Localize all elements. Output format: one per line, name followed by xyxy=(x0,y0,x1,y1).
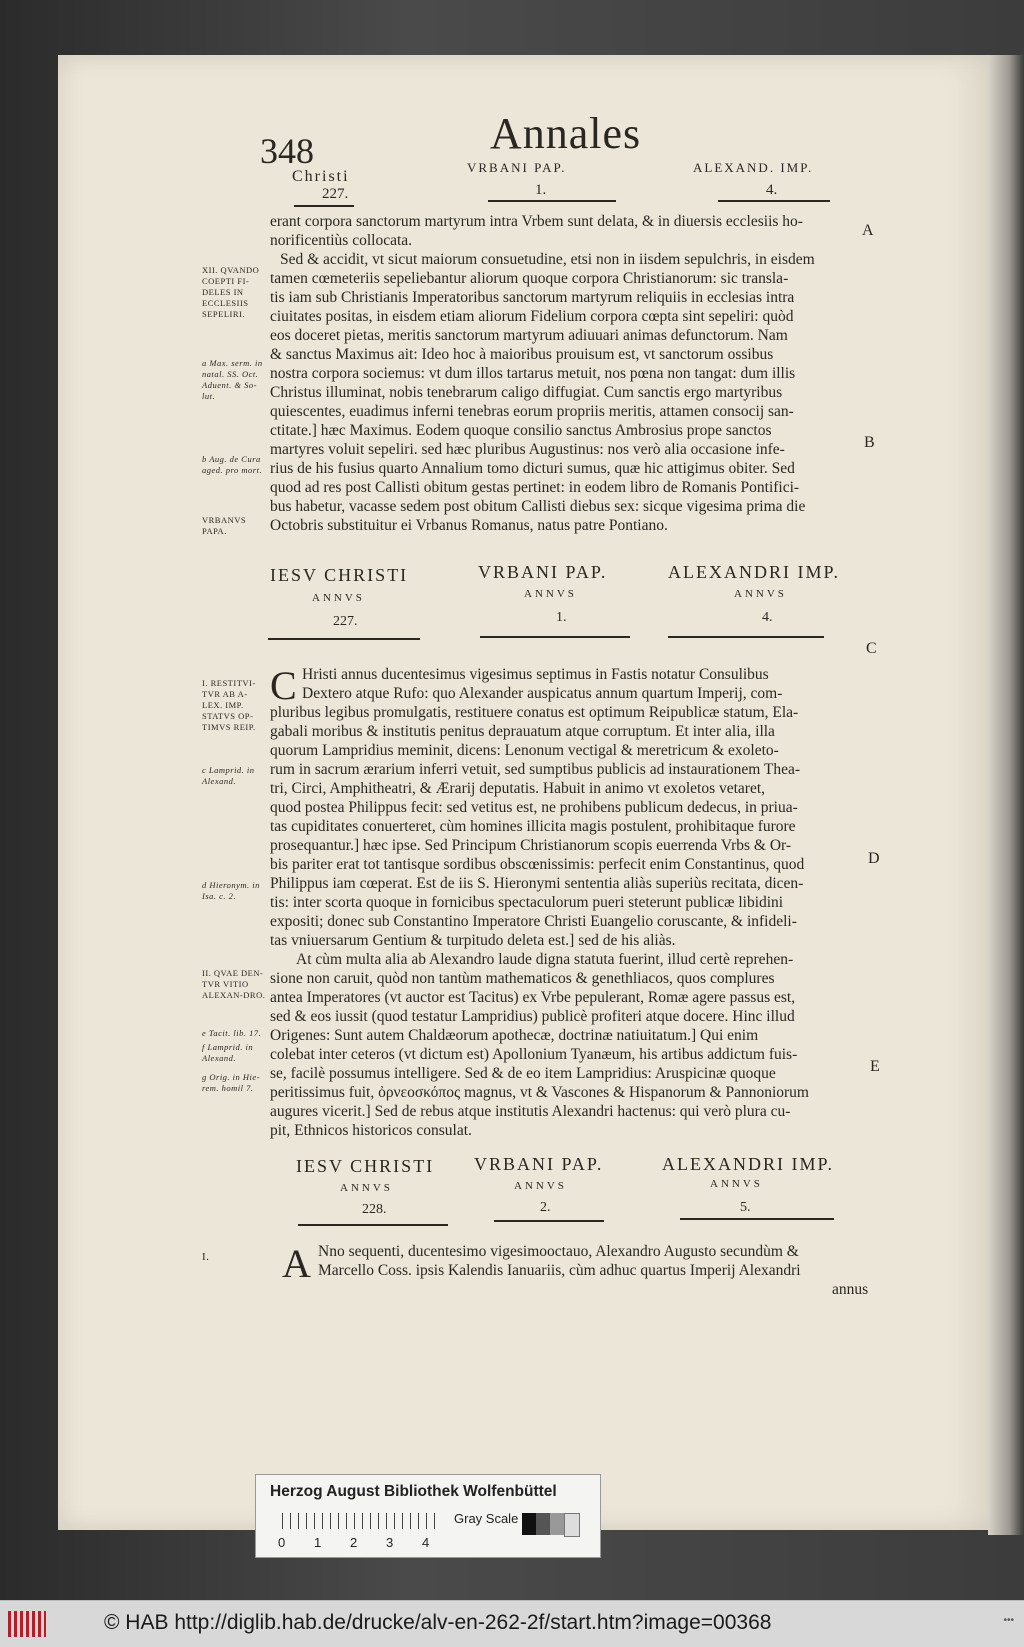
text-line: augures vicerit.] Sed de rebus atque institutis Alexandri hactenus: qui verò plura cu- xyxy=(270,1103,791,1120)
text-line: sione non caruit, quòd non tantùm mathematicos & genethliacos, quos complures xyxy=(270,970,775,987)
scale-number: 1 xyxy=(314,1535,322,1550)
scale-number: 0 xyxy=(278,1535,286,1550)
text-line: ctitate.] hæc Maximus. Eodem quoque consilio sanctus Ambrosius prope sanctos xyxy=(270,422,772,439)
footer-url[interactable]: © HAB http://diglib.hab.de/drucke/alv-en-262-2f/start.htm?image=00368 xyxy=(104,1611,772,1634)
text-line: tri, Circi, Amphitheatri, & Ærarij deputatis. Habuit in animo vt exoletos vetaret, xyxy=(270,780,766,797)
section-rule xyxy=(268,638,420,640)
grayscale-swatch xyxy=(564,1513,580,1537)
text-line: Hristi annus ducentesimus vigesimus septimus in Fastis notatur Consulibus xyxy=(302,666,769,683)
text-line: pit, Ethnicos historicos consulat. xyxy=(270,1122,472,1139)
text-line: bis pariter erat tot tantisque sordibus obscœnissimis: perfecit enim Constantinus, quod xyxy=(270,856,805,873)
text-line: rius de his fusius quarto Annalium tomo dicturi sumus, quæ hic attigimus obiter. Sed xyxy=(270,460,795,477)
text-line: norificentiùs collocata. xyxy=(270,232,413,249)
grayscale-swatch xyxy=(550,1513,564,1535)
margin-note: b Aug. de Cura aged. pro mort. xyxy=(202,454,263,475)
text-line: prosequantur.] hæc ipse. Sed Principum Christianorum scopis euerrenda Vrbs & Or- xyxy=(270,837,792,854)
section-rule xyxy=(494,1220,604,1222)
text-line: Dextero atque Rufo: quo Alexander auspicatus annum quartum Imperij, com- xyxy=(302,685,783,702)
margin-note: d Hieronym. in Isa. c. 2. xyxy=(202,880,260,901)
header-alexand-year: 4. xyxy=(766,182,778,198)
page-edge xyxy=(988,55,1024,1535)
text-line: Marcello Coss. ipsis Kalendis Ianuariis, cùm adhuc quartus Imperij Alexandri xyxy=(318,1262,801,1279)
page-number: 348 xyxy=(260,131,314,171)
text-line: ciuitates positas, in eisdem etiam aliorum Fidelium corpora cœpta sint sepeliri: quòd xyxy=(270,308,794,325)
margin-note: XII. QVANDO COEPTI FI-DELES IN ECCLESIIS SEPELIRI. xyxy=(202,265,260,319)
text-line: quod postea Philippus fecit: sed vetitus est, ne prohibens publicum dedecus, in priua- xyxy=(270,799,798,816)
section-annus: ANNVS xyxy=(340,1182,393,1194)
header-rule xyxy=(488,200,616,202)
catchword: annus xyxy=(832,1281,869,1298)
margin-note: I. xyxy=(202,1251,210,1263)
drop-cap: A xyxy=(282,1241,311,1286)
text-line: se, facilè possumus intelligere. Sed & de eo item Lampridius: Aruspicinæ quoque xyxy=(270,1065,776,1082)
text-line: pluribus legibus promulgatis, restituere conatus est optimum Reipublicæ statum, Ela- xyxy=(270,704,799,721)
text-line: & sanctus Maximus ait: Ideo hoc à maioribus prouisum est, vt sanctorum ossibus xyxy=(270,346,774,363)
text-line: Christus illuminat, nobis tenebrarum caligo diffugiat. Cum sanctis ergo martyribus xyxy=(270,384,783,401)
header-urbani: VRBANI PAP. xyxy=(467,160,567,175)
text-line: tas cupiditates conuerteret, cùm homines illicita magis postulent, prohibitaque furore xyxy=(270,818,796,835)
margin-note: f Lamprid. in Alexand. xyxy=(202,1042,254,1063)
header-alexand: ALEXAND. IMP. xyxy=(693,160,814,175)
header-urbani-year: 1. xyxy=(535,182,547,198)
text-line: gabali moribus & institutis penitus deprauatum atque corruptum. Et inter alia, illa xyxy=(270,723,775,740)
text-line: Octobris substituitur ei Vrbanus Romanus, natus patre Pontiano. xyxy=(270,517,668,534)
text-line: At cùm multa alia ab Alexandro laude digna statuta fuerint, illud certè reprehen- xyxy=(296,951,794,968)
text-line: tas vniuersarum Gentium & turpitudo deleta est.] sed de his aliàs. xyxy=(270,932,676,949)
section-year: 228. xyxy=(362,1202,387,1217)
section-annus: ANNVS xyxy=(734,588,787,600)
margin-note: e Tacit. lib. 17. xyxy=(202,1028,262,1038)
margin-note: g Orig. in Hie-rem. homil 7. xyxy=(202,1072,261,1093)
header-rule xyxy=(294,205,354,207)
colorbar-ruler xyxy=(282,1513,442,1529)
section-rule xyxy=(480,636,630,638)
section-rule xyxy=(680,1218,834,1220)
colorbar-scale-numbers xyxy=(278,1535,458,1550)
section-year: 2. xyxy=(540,1200,551,1215)
margin-letter: E xyxy=(870,1058,880,1075)
colorbar-grayscale-label: Gray Scale xyxy=(454,1511,519,1526)
hab-logo-icon xyxy=(8,1611,46,1637)
header-christi-year: 227. xyxy=(322,186,349,202)
section-annus: ANNVS xyxy=(710,1178,763,1190)
section-annus: ANNVS xyxy=(524,588,577,600)
footer-bar xyxy=(0,1600,1024,1647)
page-title: Annales xyxy=(490,109,642,158)
grayscale-swatch xyxy=(536,1513,550,1535)
text-line: tis iam sub Christianis Imperatoribus sanctorum martyrum reliquiis in ecclesias intra xyxy=(270,289,795,306)
text-line: quod ad res post Callisti obitum gestas pertinet: in eodem libro de Romanis Pontifici- xyxy=(270,479,800,496)
section-header-christi: IESV CHRISTI xyxy=(296,1156,435,1176)
more-icon[interactable]: ••• xyxy=(1003,1615,1014,1626)
text-line: Philippus iam cœperat. Est de iis S. Hieronymi sententia aliàs superiùs recitata, dicen- xyxy=(270,875,804,892)
header-rule xyxy=(718,200,830,202)
section-rule xyxy=(668,636,824,638)
text-line: nostra corpora sociemus: vt dum illos tartarus metuit, nos pœna non tangat: dum illis xyxy=(270,365,796,382)
text-line: eos doceret pietas, meritis sanctorum martyrum adiuuari animas defunctorum. Nam xyxy=(270,327,788,344)
section-header-alexandri: ALEXANDRI IMP. xyxy=(662,1154,834,1174)
text-line: quorum Lampridius meminit, dicens: Lenonum vectigal & meretricum & exoleto- xyxy=(270,742,779,759)
section-header-urbani: VRBANI PAP. xyxy=(474,1154,604,1174)
margin-note: a Max. serm. in natal. SS. Oct. Aduent. & So-lut. xyxy=(202,358,263,401)
section-header-christi: IESV CHRISTI xyxy=(270,565,409,585)
text-line: antea Imperatores (vt auctor est Tacitus) ex Vrbe pepulerant, Romæ agere passus est, xyxy=(270,989,796,1006)
text-line: tis: inter scorta quoque in fornicibus spectaculorum pueri steterunt publicæ libidini xyxy=(270,894,784,911)
scale-number: 3 xyxy=(386,1535,394,1550)
margin-note: VRBANVS PAPA. xyxy=(202,515,247,536)
text-line: Sed & accidit, vt sicut maiorum consuetudine, etsi non in iisdem sepulchris, in eisdem xyxy=(280,251,815,268)
text-line: quiescentes, euadimus inferni tenebras eorum propriis meritis, attamen consocij san- xyxy=(270,403,794,420)
text-line: colebat inter ceteros (vt dictum est) Apollonium Tyanæum, his artibus addictum fuis- xyxy=(270,1046,798,1063)
margin-letter: D xyxy=(868,850,880,867)
margin-letter: A xyxy=(862,222,874,239)
section-year: 227. xyxy=(333,614,358,629)
scale-number: 4 xyxy=(422,1535,430,1550)
section-year: 4. xyxy=(762,610,773,625)
section-year: 1. xyxy=(556,610,567,625)
text-line: Nno sequenti, ducentesimo vigesimooctauo, Alexandro Augusto secundùm & xyxy=(318,1243,799,1260)
colorbar-title: Herzog August Bibliothek Wolfenbüttel xyxy=(270,1483,557,1500)
drop-cap: C xyxy=(270,663,297,708)
grayscale-swatch xyxy=(522,1513,536,1535)
scale-number: 2 xyxy=(350,1535,358,1550)
section-year: 5. xyxy=(740,1200,751,1215)
text-line: tamen cœmeteriis sepeliebantur aliorum quoque corpora Christianorum: sic transla- xyxy=(270,270,789,287)
library-colorbar xyxy=(255,1474,601,1558)
text-line: rum in sacrum ærarium inferri vetuit, sed sumptibus publicis ad instaurationem Thea- xyxy=(270,761,801,778)
text-line: Origenes: Sunt autem Chaldæorum apothecæ, doctrinæ natiuitatum.] Qui enim xyxy=(270,1027,759,1044)
text-line: erant corpora sanctorum martyrum intra Vrbem sunt delata, & in diuersis ecclesiis ho- xyxy=(270,213,803,230)
header-christi: Christi xyxy=(292,168,350,185)
section-annus: ANNVS xyxy=(312,592,365,604)
margin-note: II. QVAE DEN-TVR VITIO ALEXAN-DRO. xyxy=(202,968,266,1000)
text-line: martyres voluit sepeliri. sed hæc pluribus Augustinus: nos verò alia occasione infe- xyxy=(270,441,785,458)
text-line: bus habetur, vacasse sedem post obitum Callisti diebus sex: sicque vigesima prima die xyxy=(270,498,806,515)
text-line: peritissimus fuit, ὀρνεοσκόπος magnus, vt & Vascones & Hispanorum & Pannoniorum xyxy=(270,1084,809,1101)
text-line: expositi; donec sub Constantino Imperatore Christi Euangelio coruscante, & infideli- xyxy=(270,913,797,930)
margin-note: I. RESTITVI-TVR AB A-LEX. IMP. STATVS OP-TIMVS REIP. xyxy=(202,678,256,732)
margin-note: c Lamprid. in Alexand. xyxy=(202,765,255,786)
margin-letter: C xyxy=(866,640,877,657)
section-header-alexandri: ALEXANDRI IMP. xyxy=(668,562,840,582)
margin-letter: B xyxy=(864,434,875,451)
section-annus: ANNVS xyxy=(514,1180,567,1192)
section-rule xyxy=(298,1224,448,1226)
section-header-urbani: VRBANI PAP. xyxy=(478,562,608,582)
text-line: sed & eos iussit (quod testatur Lampridius) publicè profiteri atque docere. Hinc illud xyxy=(270,1008,795,1025)
